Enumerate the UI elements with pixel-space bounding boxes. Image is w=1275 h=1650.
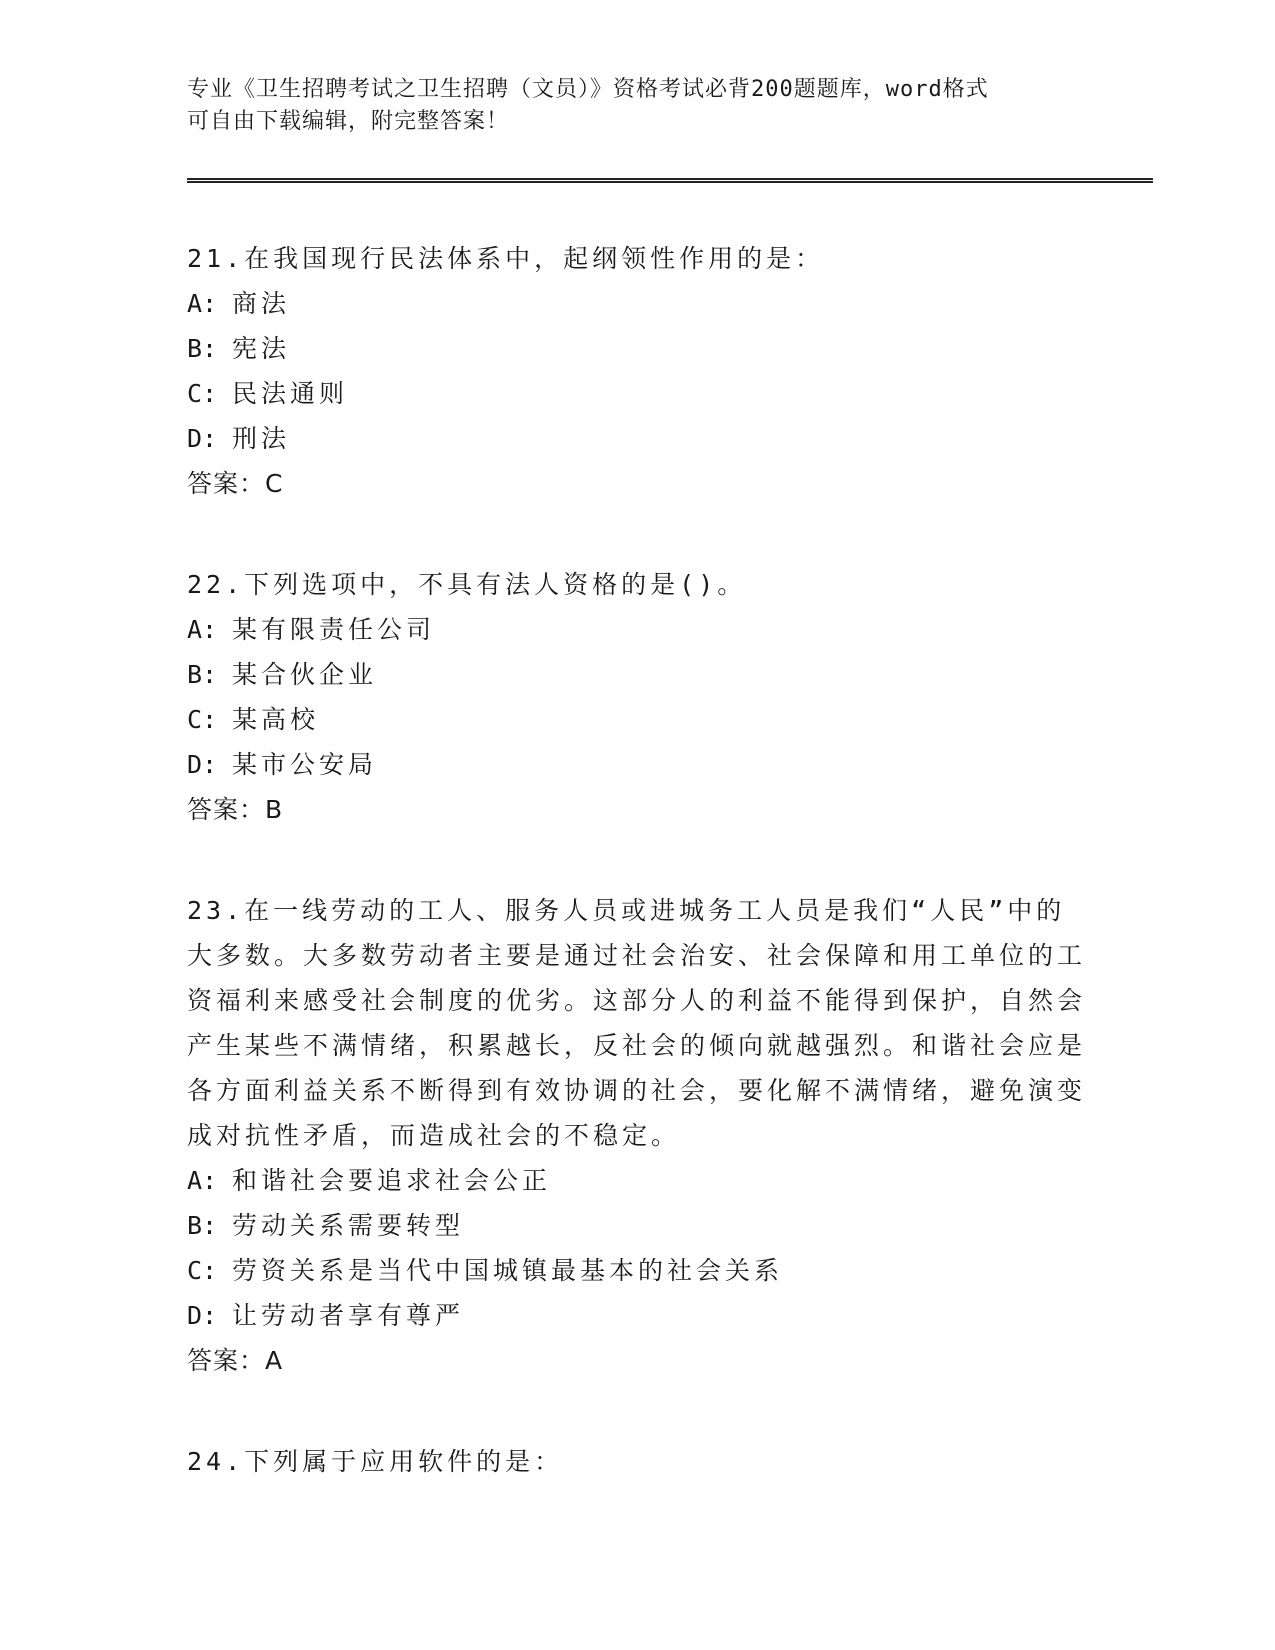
option-text: 和谐社会要追求社会公正 [232, 1166, 552, 1195]
option-d [187, 1293, 1087, 1338]
option-text: 某市公安局 [232, 750, 378, 779]
answer-line: 答案：B [187, 795, 284, 824]
option-text: 劳动关系需要转型 [232, 1211, 465, 1240]
question-list [187, 236, 1087, 1540]
question-21 [187, 236, 1087, 506]
option-letter: C: [187, 1256, 218, 1285]
option-letter: D: [187, 1301, 218, 1330]
option-b [187, 652, 1087, 697]
option-c [187, 1248, 1087, 1293]
option-text: 商法 [232, 289, 291, 318]
question-text: 22.下列选项中，不具有法人资格的是()。 [187, 570, 747, 599]
option-text: 劳资关系是当代中国城镇最基本的社会关系 [232, 1256, 784, 1285]
option-text: 刑法 [232, 424, 291, 453]
header-line-2: 可自由下载编辑，附完整答案！ [187, 109, 510, 134]
option-a [187, 1158, 1087, 1203]
option-text: 某有限责任公司 [232, 615, 436, 644]
option-letter: C: [187, 705, 218, 734]
option-d [187, 742, 1087, 787]
option-text: 某合伙企业 [232, 660, 378, 689]
document-header [187, 74, 1067, 138]
option-a [187, 281, 1087, 326]
option-c [187, 697, 1087, 742]
question-text: 21.在我国现行民法体系中，起纲领性作用的是： [187, 244, 825, 273]
header-divider [187, 178, 1153, 183]
question-23 [187, 888, 1087, 1383]
question-24 [187, 1439, 1087, 1484]
option-letter: B: [187, 660, 218, 689]
option-d [187, 416, 1087, 461]
option-text: 宪法 [232, 334, 291, 363]
option-letter: B: [187, 334, 218, 363]
answer-line: 答案：A [187, 1346, 284, 1375]
option-letter: A: [187, 615, 218, 644]
question-text: 23.在一线劳动的工人、服务人员或进城务工人员是我们“人民”中的大多数。大多数劳动者主要是通过社会治安、社会保障和用工单位的工资福利来感受社会制度的优劣。这部分人的利益不能得到保护，自然会产生某些不满情绪，积累越长，反社会的倾向就越强烈。和谐社会应是各方面利益关系不断得到有效协调的社会，要化解不满情绪，避免演变成对抗性矛盾，而造成社会的不稳定。 [187, 896, 1087, 1150]
option-a [187, 607, 1087, 652]
question-text: 24.下列属于应用软件的是： [187, 1447, 564, 1476]
option-c [187, 371, 1087, 416]
option-letter: D: [187, 750, 218, 779]
option-letter: A: [187, 289, 218, 318]
option-letter: A: [187, 1166, 218, 1195]
option-text: 让劳动者享有尊严 [232, 1301, 465, 1330]
question-22 [187, 562, 1087, 832]
answer-line: 答案：C [187, 469, 284, 498]
option-letter: C: [187, 379, 218, 408]
header-line-1: 专业《卫生招聘考试之卫生招聘（文员）》资格考试必背200题题库，word格式 [187, 77, 989, 102]
option-text: 民法通则 [232, 379, 349, 408]
option-b [187, 326, 1087, 371]
option-letter: D: [187, 424, 218, 453]
option-text: 某高校 [232, 705, 320, 734]
option-letter: B: [187, 1211, 218, 1240]
option-b [187, 1203, 1087, 1248]
